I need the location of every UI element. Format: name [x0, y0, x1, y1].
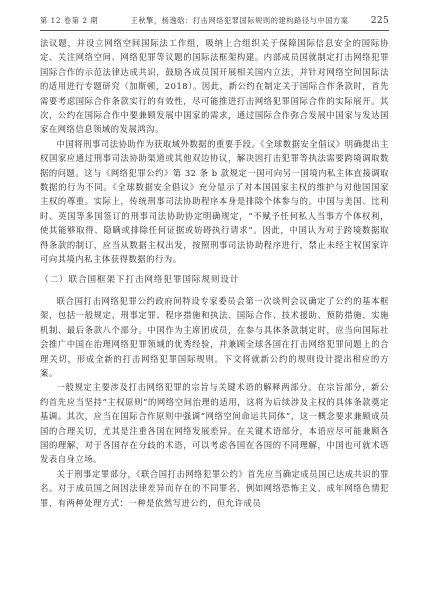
article-body [40, 36, 389, 510]
issue-label: 第 12 卷第 2 期 [40, 16, 99, 25]
body-paragraph: 中国将刑事司法协助作为获取域外数据的重要手段。《全球数据安全倡议》明确提出主权国家应通过刑事司法协助渠道或其他双边协议，解决因打击犯罪等执法需要跨境调取数据的问题。这与《网络犯罪公约》第 32 条 b 款规定一国可向另一国境内私主体直接调取数据的行为不同。《全球数据安全倡议》充分显示了对本国国家主权的维护与对他国国家主权的尊重。实际上，传统刑事司法协助程序本身是排除个体参与的。中国与美国、比利时、英国等多国签订的刑事司法协助协定明确规定，“不赋予任何私人当事方个体权利，使其能够取得、隐瞒或排除任何证据或妨碍执行请求”。因此，中国认为对于跨境数据取得条款的制订，应当从数据主权出发，按照刑事司法协助程序进行，禁止未经主权国家许可向其境内私主体获得数据的行为。 [40, 138, 389, 265]
page-number: 225 [370, 16, 389, 26]
body-paragraph: 一般规定主要涉及打击网络犯罪的宗旨与关键术语的解释两部分。在宗旨部分，新公约首先应当坚持“主权原则”的网络空间治理的适用，这将为后续涉及主权的具体条款奠定基调。其次，应当在国际合作原则中强调“网络空间命运共同体”，这一概念要求兼顾成员国的合理关切，尤其是注重各国在网络发展差异。在关键术语部分，本语应尽可能兼顾各国的理解，对于各国存在分歧的术语，可以考虑各国在各国的不同理解，中国也可就术语发表自身立场。 [40, 382, 389, 465]
section-heading: （二）联合国框架下打击网络犯罪国际规则设计 [40, 274, 240, 285]
body-paragraph: 关于刑事定罪部分，《联合国打击网络犯罪公约》首先应当确定成员国已达成共识的罪名。对于成员国之间因法律差异而存在的不同罪名，例如网络恐怖主义、成年网络色情犯罪，有两种处理方式：一种是依然写进公约，但允许成员 [40, 468, 389, 508]
body-paragraph: 联合国打击网络犯罪公约政府间特设专家委员会第一次谈判会议确定了公约的基本框架，包括一般规定、刑事定罪、程序措施和执法、国际合作、技术援助、预防措施、实施机制、最后条款八个部分。中国作为主席团成员，在参与具体条款制定时，应当向国际社会推广中国在治理网络犯罪领域的优秀经验，并兼顾全球各国在打击网络犯罪问题上的合理关切，形成全新的打击网络犯罪国际规则。下文将就新公约的规则设计提出相应的方案。 [40, 295, 389, 378]
body-paragraph: 法议题，并设立网络空间国际法工作组，吸纳上合组织关于保障国际信息安全的国际协定、关注网络空间、网络犯罪等议题的国际法框架构建。内部成员国就制定打击网络犯罪国际合作的示范法律达成共识，鼓励各成员国开展相关国内立法，并针对网络空间国际法的适用进行专题研究（加斯顿，2018）。因此，新公约在制定关于国际合作条款时，首先需要考虑国际合作条款实行的有效性，尽可能推进打击网络犯罪国际合作的实际展开。其次，公约在国际合作中要兼顾发展中国家的需求，通过国际合作弥合发展中国家与发达国家在网络信息领域的发展鸿沟。 [40, 38, 389, 135]
header-divider [40, 30, 389, 31]
article-running-title: 王秋擎，杨逸晗：打击网络犯罪国际规则的建构路径与中国方案 [130, 16, 349, 25]
running-header [40, 10, 389, 26]
